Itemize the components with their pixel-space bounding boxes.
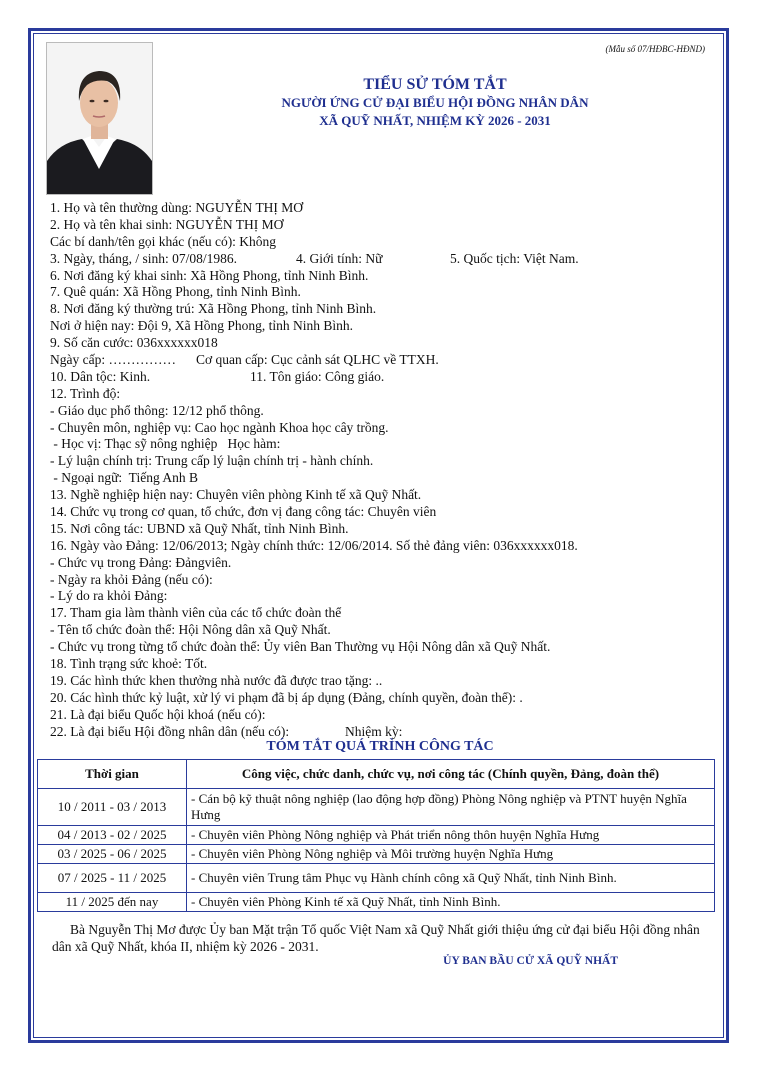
personal-info bbox=[50, 200, 710, 741]
dob: 3. Ngày, tháng, / sinh: 07/08/1986. bbox=[50, 250, 237, 266]
table-row bbox=[38, 864, 715, 893]
form-number: (Mẫu số 07/HĐBC-HĐND) bbox=[605, 44, 705, 54]
signature-authority: ỦY BAN BẦU CỬ XÃ QUỸ NHẤT bbox=[443, 955, 618, 967]
portrait-photo bbox=[46, 42, 153, 195]
religion: 11. Tôn giáo: Công giáo. bbox=[250, 368, 385, 384]
info-line: - Ngày ra khỏi Đảng (nếu có): bbox=[50, 571, 213, 587]
work-history-title: TÓM TẮT QUÁ TRÌNH CÔNG TÁC bbox=[266, 739, 494, 754]
table-row bbox=[38, 845, 715, 864]
info-line: Các bí danh/tên gọi khác (nếu có): Không bbox=[50, 233, 277, 249]
info-line: 12. Trình độ: bbox=[50, 385, 121, 401]
description-cell: - Chuyên viên Phòng Kinh tế xã Quỹ Nhất, tỉnh Ninh Bình. bbox=[187, 893, 715, 912]
description-cell: - Chuyên viên Trung tâm Phục vụ Hành chính công xã Quỹ Nhất, tỉnh Ninh Bình. bbox=[187, 864, 715, 893]
period-cell: 03 / 2025 - 06 / 2025 bbox=[38, 845, 187, 864]
work-history-table bbox=[37, 759, 715, 912]
document-title: TIỂU SỬ TÓM TẮT bbox=[363, 76, 507, 93]
column-header-description: Công việc, chức danh, chức vụ, nơi công tác (Chính quyền, Đảng, đoàn thể) bbox=[187, 760, 715, 789]
info-line-council-row bbox=[50, 724, 710, 741]
info-line: 2. Họ và tên khai sinh: NGUYỄN THỊ MƠ bbox=[50, 216, 284, 232]
info-line-ethnic-row bbox=[50, 369, 710, 386]
table-row bbox=[38, 826, 715, 845]
column-header-period: Thời gian bbox=[38, 760, 187, 789]
info-line: - Giáo dục phổ thông: 12/12 phổ thông. bbox=[50, 402, 264, 418]
info-line: - Học vị: Thạc sỹ nông nghiệp Học hàm: bbox=[50, 436, 281, 452]
council-term: Nhiệm kỳ: bbox=[345, 723, 403, 739]
info-line: 8. Nơi đăng ký thường trú: Xã Hồng Phong, tỉnh Ninh Bình. bbox=[50, 301, 377, 317]
info-line: 1. Họ và tên thường dùng: NGUYỄN THỊ MƠ bbox=[50, 200, 304, 215]
issue-date: Ngày cấp: …………… bbox=[50, 352, 176, 368]
ethnicity: 10. Dân tộc: Kinh. bbox=[50, 368, 151, 384]
table-row bbox=[38, 893, 715, 912]
info-line: - Lý luận chính trị: Trung cấp lý luận chính trị - hành chính. bbox=[50, 453, 374, 469]
nationality: 5. Quốc tịch: Việt Nam. bbox=[450, 250, 579, 266]
info-line: - Tên tổ chức đoàn thể: Hội Nông dân xã Quỹ Nhất. bbox=[50, 622, 331, 638]
info-line: 17. Tham gia làm thành viên của các tổ chức đoàn thể bbox=[50, 605, 342, 621]
description-cell: - Chuyên viên Phòng Nông nghiệp và Phát triển nông thôn huyện Nghĩa Hưng bbox=[187, 826, 715, 845]
info-line: 14. Chức vụ trong cơ quan, tổ chức, đơn vị đang công tác: Chuyên viên bbox=[50, 504, 437, 520]
issuing-authority: Cơ quan cấp: Cục cảnh sát QLHC về TTXH. bbox=[196, 352, 439, 368]
info-line: 6. Nơi đăng ký khai sinh: Xã Hồng Phong, tỉnh Ninh Bình. bbox=[50, 267, 369, 283]
info-line: 20. Các hình thức kỷ luật, xử lý vi phạm đã bị áp dụng (Đảng, chính quyền, đoàn thể): . bbox=[50, 689, 523, 705]
table-header-row bbox=[38, 760, 715, 789]
info-line: - Chức vụ trong từng tổ chức đoàn thể: Ủy viên Ban Thường vụ Hội Nông dân xã Quỹ Nhất. bbox=[50, 639, 551, 655]
info-line: 16. Ngày vào Đảng: 12/06/2013; Ngày chính thức: 12/06/2014. Số thẻ đảng viên: 036xxxxxx018. bbox=[50, 537, 578, 553]
info-line: - Ngoại ngữ: Tiếng Anh B bbox=[50, 470, 198, 486]
period-cell: 11 / 2025 đến nay bbox=[38, 893, 187, 912]
period-cell: 07 / 2025 - 11 / 2025 bbox=[38, 864, 187, 893]
info-line: 13. Nghề nghiệp hiện nay: Chuyên viên phòng Kinh tế xã Quỹ Nhất. bbox=[50, 487, 422, 503]
period-cell: 10 / 2011 - 03 / 2013 bbox=[38, 789, 187, 826]
info-line: 7. Quê quán: Xã Hồng Phong, tỉnh Ninh Bình. bbox=[50, 284, 301, 300]
document-subtitle-2: XÃ QUỸ NHẤT, NHIỆM KỲ 2026 - 2031 bbox=[319, 113, 551, 128]
description-cell: - Cán bộ kỹ thuật nông nghiệp (lao động hợp đồng) Phòng Nông nghiệp và PTNT huyện Nghĩa Hưng bbox=[187, 789, 715, 826]
info-line: 21. Là đại biểu Quốc hội khoá (nếu có): bbox=[50, 706, 266, 722]
info-line: 19. Các hình thức khen thưởng nhà nước đã được trao tặng: .. bbox=[50, 672, 383, 688]
info-line: 9. Số căn cước: 036xxxxxx018 bbox=[50, 335, 218, 351]
info-line: - Chuyên môn, nghiệp vụ: Cao học ngành Khoa học cây trồng. bbox=[50, 419, 389, 435]
info-line: - Lý do ra khỏi Đảng: bbox=[50, 588, 168, 604]
closing-statement: Bà Nguyễn Thị Mơ được Ủy ban Mặt trận Tổ quốc Việt Nam xã Quỹ Nhất giới thiệu ứng cử đại biểu Hội đồng nhân dân xã Quỹ Nhất, khóa II, nhiệm kỳ 2026 - 2031. bbox=[52, 922, 700, 954]
info-line-issue-row bbox=[50, 352, 710, 369]
info-line: Nơi ở hiện nay: Đội 9, Xã Hồng Phong, tỉnh Ninh Bình. bbox=[50, 318, 354, 334]
document-subtitle-1: NGƯỜI ỨNG CỬ ĐẠI BIỂU HỘI ĐỒNG NHÂN DÂN bbox=[281, 95, 589, 110]
period-cell: 04 / 2013 - 02 / 2025 bbox=[38, 826, 187, 845]
council-membership: 22. Là đại biểu Hội đồng nhân dân (nếu có): bbox=[50, 723, 290, 739]
table-row bbox=[38, 789, 715, 826]
info-line: 18. Tình trạng sức khoẻ: Tốt. bbox=[50, 656, 208, 672]
info-line: 15. Nơi công tác: UBND xã Quỹ Nhất, tỉnh Ninh Bình. bbox=[50, 520, 349, 536]
gender: 4. Giới tính: Nữ bbox=[296, 250, 383, 266]
description-cell: - Chuyên viên Phòng Nông nghiệp và Môi trường huyện Nghĩa Hưng bbox=[187, 845, 715, 864]
info-line-dob-row bbox=[50, 251, 710, 268]
info-line: - Chức vụ trong Đảng: Đảngviên. bbox=[50, 554, 232, 570]
